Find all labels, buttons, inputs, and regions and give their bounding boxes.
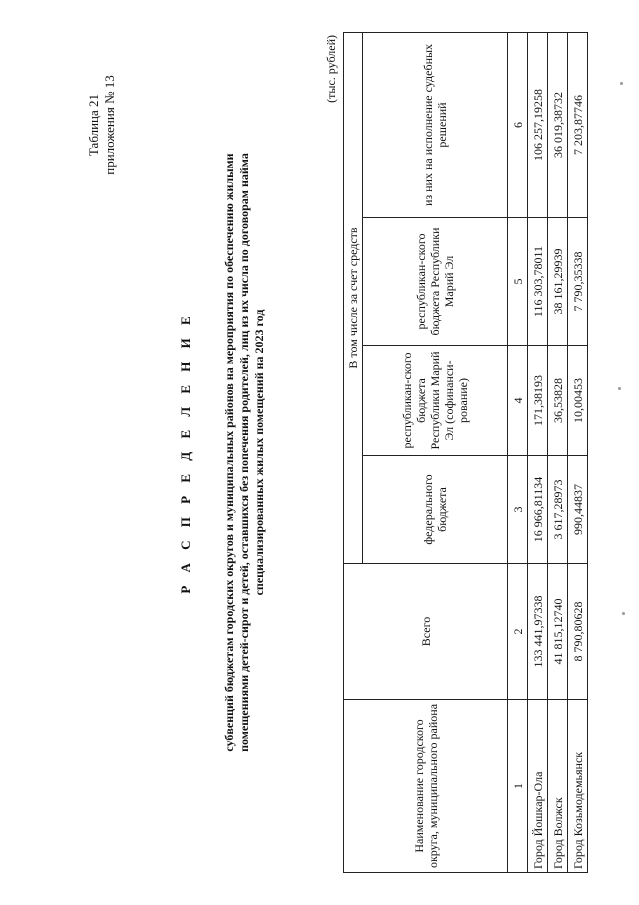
- row-court-decisions: 36 019,38732: [548, 32, 568, 217]
- row-total: 8 790,80628: [568, 564, 588, 700]
- column-number: 5: [508, 218, 528, 346]
- row-total: 41 815,12740: [548, 564, 568, 700]
- scan-speck: [622, 612, 625, 615]
- table-reference: [86, 45, 118, 205]
- row-republic-cofinancing: 10,00453: [568, 346, 588, 456]
- column-number-row: [508, 32, 528, 872]
- header-republic-cofinancing: республикан-ского бюджета Республики Марий Эл (софинанси-рование): [363, 346, 508, 456]
- row-republic: 116 303,78011: [528, 218, 548, 346]
- document-title: Р А С П Р Е Д Е Л Е Н И Е: [178, 311, 193, 594]
- row-name: Город Козьмодемьянск: [568, 700, 588, 873]
- subtitle-line-3: специализированных жилых помещений на 2023 год: [252, 309, 266, 596]
- header-name: Наименование городского округа, муниципального района: [344, 700, 508, 873]
- table-row: [548, 32, 568, 872]
- row-court-decisions: 7 203,87746: [568, 32, 588, 217]
- header-republic: республикан-ского бюджета Республики Марий Эл: [363, 218, 508, 346]
- row-federal: 3 617,28973: [548, 456, 568, 564]
- document-subtitle: [222, 0, 267, 905]
- header-court-decisions: из них на исполнение судебных решений: [363, 32, 508, 217]
- column-number: 3: [508, 456, 528, 564]
- row-republic-cofinancing: 171,38193: [528, 346, 548, 456]
- row-republic: 7 790,35338: [568, 218, 588, 346]
- column-number: 4: [508, 346, 528, 456]
- column-number: 6: [508, 32, 528, 217]
- column-number: 1: [508, 700, 528, 873]
- row-name: Город Волжск: [548, 700, 568, 873]
- table-row: [528, 32, 548, 872]
- scan-speck: [618, 387, 621, 390]
- units-label: (тыс. рублей): [324, 35, 338, 103]
- table-reference-appendix: приложения № 13: [102, 75, 117, 175]
- table-row: [568, 32, 588, 872]
- scan-speck: [620, 82, 623, 85]
- subtitle-line-2: помещениями детей-сирот и детей, оставшихся без попечения родителей, лиц из их числа по договорам найма: [237, 153, 251, 752]
- table-reference-number: Таблица 21: [86, 93, 101, 157]
- distribution-table: [343, 32, 588, 873]
- row-total: 133 441,97338: [528, 564, 548, 700]
- column-number: 2: [508, 564, 528, 700]
- row-name: Город Йошкар-Ола: [528, 700, 548, 873]
- subtitle-line-1: субвенций бюджетам городских округов и муниципальных районов на мероприятия по обеспечению жилыми: [222, 153, 236, 752]
- row-republic: 38 161,29939: [548, 218, 568, 346]
- row-court-decisions: 106 257,19258: [528, 32, 548, 217]
- header-including: В том числе за счет средств: [344, 32, 363, 563]
- row-republic-cofinancing: 36,53828: [548, 346, 568, 456]
- row-federal: 990,44837: [568, 456, 588, 564]
- row-federal: 16 966,81134: [528, 456, 548, 564]
- header-federal: федерального бюджета: [363, 456, 508, 564]
- header-total: Всего: [344, 564, 508, 700]
